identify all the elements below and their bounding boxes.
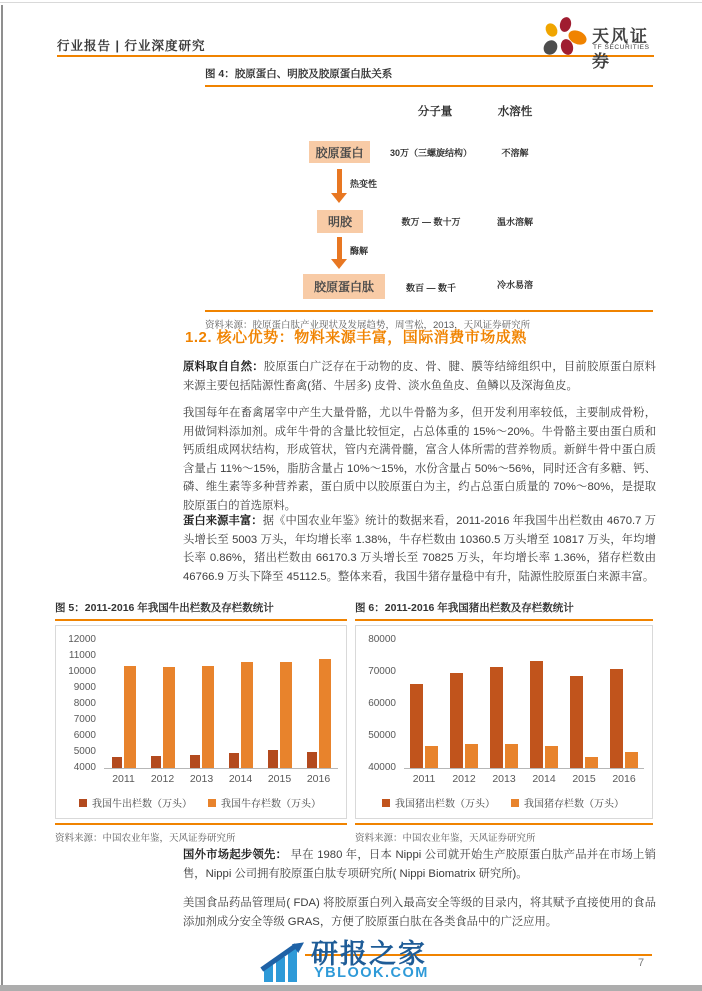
section-heading: 1.2. 核心优势：物料来源丰富，国际消费市场成熟 [185,329,527,346]
figure6-top-rule [355,619,653,621]
bar-group [221,662,260,768]
logo-subtitle: TF SECURITIES [593,44,650,51]
bar-group [104,666,143,768]
legend-item [511,795,624,810]
pig-bar-chart [355,625,653,819]
legend-item [79,795,192,810]
figure4-bottom-rule [205,310,653,312]
bar-group [260,662,299,768]
x-axis-label: 2012 [452,773,476,785]
y-axis-tick-label: 12000 [68,634,96,645]
down-arrow-icon [331,259,347,269]
figure4-source: 资料来源：胶原蛋白肽产业现状及发展趋势，周雪松，2013，天风证券研究所 [205,320,531,331]
y-axis [62,634,104,773]
paragraph-text: 据《中国农业年鉴》统计的数据来看，2011-2016 年我国牛出栏数由 4670.7 万头增长至 5003 万头，年均增长率 1.38%，牛存栏数由 10360.5 万头增至 10817 万头，年均增长率 0.86%，猪出栏数由 66170.3 万头增长至 70825 万头，年均增长率 1.36%，猪存栏数由 46766.9 万头下降至 45112.5。整体来看，我国牛猪存量稳中有升，陆源性胶原蛋白来源丰富。 [183,515,656,583]
y-axis-tick-label: 70000 [368,666,396,677]
bar-2016 [319,659,331,768]
bar-2013 [202,666,214,768]
plot-area [104,640,338,769]
figure5-bottom-rule [55,823,347,825]
paragraph-text: 早在 1980 年，日本 Nippi 公司就开始生产胶原蛋白肽产品并在市场上销售，Nippi 公司拥有胶原蛋白肽专项研究所( Nippi Biomatrix 研究所)。 [183,849,656,880]
bar-2016 [610,669,623,768]
bar-2015 [570,676,583,768]
figure5-title: 图 5：2011-2016 年我国牛出栏数及存栏数统计 [55,602,274,614]
bar-2014 [241,662,253,768]
x-axis [104,773,338,785]
collagen-peptide-molecular-weight: 数百 — 数千 [405,283,456,293]
bar-group [143,667,182,768]
bar-2012 [450,673,463,768]
y-axis-tick-label: 8000 [73,698,96,709]
collagen-peptide-water-solubility: 冷水易溶 [496,280,533,290]
bar-group [444,673,484,768]
gelatin-molecular-weight: 数万 — 数十万 [401,217,461,227]
x-axis-label: 2012 [150,773,175,785]
bar-2015 [280,662,292,768]
y-axis-tick-label: 80000 [368,634,396,645]
x-axis-label: 2014 [228,773,253,785]
y-axis-tick-label: 10000 [68,666,96,677]
page-top-edge [0,2,702,3]
bar-2015 [585,757,598,769]
collagen-diagram [205,87,653,306]
chart-legend [62,795,338,810]
y-axis-tick-label: 6000 [73,730,96,741]
bar-2011 [410,684,423,768]
x-axis-label: 2011 [412,773,436,785]
figure5-block [55,600,347,844]
x-axis-label: 2014 [532,773,556,785]
legend-label: 我国牛存栏数（万头） [221,799,321,810]
tf-securities-logo [538,16,663,71]
y-axis-tick-label: 50000 [368,730,396,741]
bar-2014 [530,661,543,768]
legend-swatch [208,799,216,807]
collagen-molecular-weight: 30万（三螺旋结构） [389,148,472,158]
figure4-block [205,66,653,331]
down-arrow-icon [337,169,342,193]
logo-petal-icon [543,21,560,39]
figure6-block [355,600,653,844]
paragraph-fda [183,894,656,931]
figure5-top-rule [55,619,347,621]
bar-2016 [307,752,317,768]
arrow-label-enzymolysis: 酶解 [350,246,369,256]
bar-2015 [268,750,278,768]
yblook-watermark [258,932,468,988]
chart-legend [362,795,644,810]
paragraph-text: 胶原蛋白广泛存在于动物的皮、骨、腱、膜等结缔组织中，目前胶原蛋白原料来源主要包括陆源性畜禽(猪、牛居多) 皮骨、淡水鱼鱼皮、鱼鳞以及深海鱼皮。 [183,361,656,392]
bar-2012 [465,744,478,768]
x-axis-label: 2016 [612,773,636,785]
legend-label: 我国猪存栏数（万头） [524,799,624,810]
arrow-label-heat-denaturation: 热变性 [350,179,378,189]
paragraph-raw-material [183,358,656,395]
x-axis-label: 2015 [572,773,596,785]
logo-petal-icon [541,38,560,58]
column-header-water-solubility: 水溶性 [497,106,533,118]
legend-label: 我国猪出栏数（万头） [395,799,495,810]
breadcrumb: 行业报告 | 行业深度研究 [57,39,206,53]
y-axis-tick-label: 4000 [73,762,96,773]
bar-2013 [190,755,200,768]
watermark-domain: YBLOOK.COM [314,965,429,981]
y-axis-tick-label: 5000 [73,746,96,757]
legend-swatch [79,799,87,807]
collagen-water-solubility: 不溶解 [501,148,529,158]
paragraph-text: 美国食品药品管理局( FDA) 将胶原蛋白列入最高安全等级的目录内，将其赋予直接使用的食品添加剂成分安全等级 GRAS，方便了胶原蛋白肽在各类食品中的广泛应用。 [183,897,656,928]
bar-group [484,667,524,768]
paragraph-protein-source [183,512,656,586]
figure6-bottom-rule [355,823,653,825]
bar-2012 [163,667,175,768]
paragraph-bone-composition [183,404,656,515]
legend-swatch [382,799,390,807]
bar-group [404,684,444,768]
x-axis-label: 2013 [492,773,516,785]
legend-label: 我国牛出栏数（万头） [92,799,192,810]
page-left-edge [1,5,3,991]
down-arrow-icon [337,237,342,259]
y-axis-tick-label: 40000 [368,762,396,773]
logo-title: 天风证券 [592,27,649,71]
x-axis-label: 2013 [189,773,214,785]
column-header-molecular-weight: 分子量 [417,106,453,118]
figure4-title: 图 4：胶原蛋白、明胶及胶原蛋白肽关系 [205,68,393,80]
gelatin-water-solubility: 温水溶解 [496,217,533,227]
bar-2012 [151,756,161,768]
x-axis-label: 2015 [267,773,292,785]
legend-swatch [511,799,519,807]
paragraph-lead: 蛋白来源丰富： [183,515,263,527]
bar-group [524,661,564,768]
y-axis-tick-label: 60000 [368,698,396,709]
bar-2016 [625,752,638,768]
down-arrow-icon [331,193,347,203]
bar-group [604,669,644,768]
figure6-source: 资料来源：中国农业年鉴，天风证券研究所 [355,833,536,844]
bar-2014 [545,746,558,768]
bar-2011 [425,746,438,768]
bar-group [564,676,604,768]
cattle-bar-chart [55,625,347,819]
y-axis-tick-label: 7000 [73,714,96,725]
figure5-source: 资料来源：中国农业年鉴，天风证券研究所 [55,833,236,844]
bar-2011 [112,757,122,768]
bar-2011 [124,666,136,768]
legend-item [382,795,495,810]
page-number: 7 [638,957,645,969]
watermark-title: 研报之家 [311,939,427,969]
watermark-chart-icon [260,934,308,986]
paragraph-foreign-market [183,846,656,883]
paragraph-lead: 原料取自自然： [183,361,264,373]
watermark-bar-icon [288,949,297,982]
figure6-title: 图 6：2011-2016 年我国猪出栏数及存栏数统计 [355,602,574,614]
y-axis [362,634,404,773]
x-axis [404,773,644,785]
x-axis-label: 2011 [112,773,135,785]
x-axis-label: 2016 [306,773,331,785]
paragraph-text: 我国每年在畜禽屠宰中产生大量骨骼，尤以牛骨骼为多，但开发利用率较低，主要制成骨粉，用做饲料添加剂。成年牛骨的含量比较恒定，占总体重的 15%～20%。牛骨骼主要由蛋白质和钙质组成网状结构，形成管状，管内充满骨髓，富含人体所需的营养物质。新鲜牛骨中蛋白质含量占 11%～15%，脂肪含量占 10%～15%，水份含量占 50%～56%，同时还含有多糖、钙、磷、维生素等多种营养素，蛋白质中以胶原蛋白为主，约占总蛋白质量的 70%～80%，是提取胶原蛋白的首选原料。 [183,407,656,512]
bar-2013 [505,744,518,768]
bar-group [182,666,221,768]
bar-2014 [229,753,239,768]
plot-area [404,640,644,769]
bar-2013 [490,667,503,768]
paragraph-lead: 国外市场起步领先： [183,849,288,861]
y-axis-tick-label: 11000 [68,650,96,661]
diagram-node-collagen: 胶原蛋白 [309,141,370,163]
diagram-node-collagen-peptide: 胶原蛋白肽 [303,274,385,299]
bar-group [299,659,338,768]
diagram-node-gelatin: 明胶 [317,210,363,233]
legend-item [208,795,321,810]
y-axis-tick-label: 9000 [73,682,96,693]
